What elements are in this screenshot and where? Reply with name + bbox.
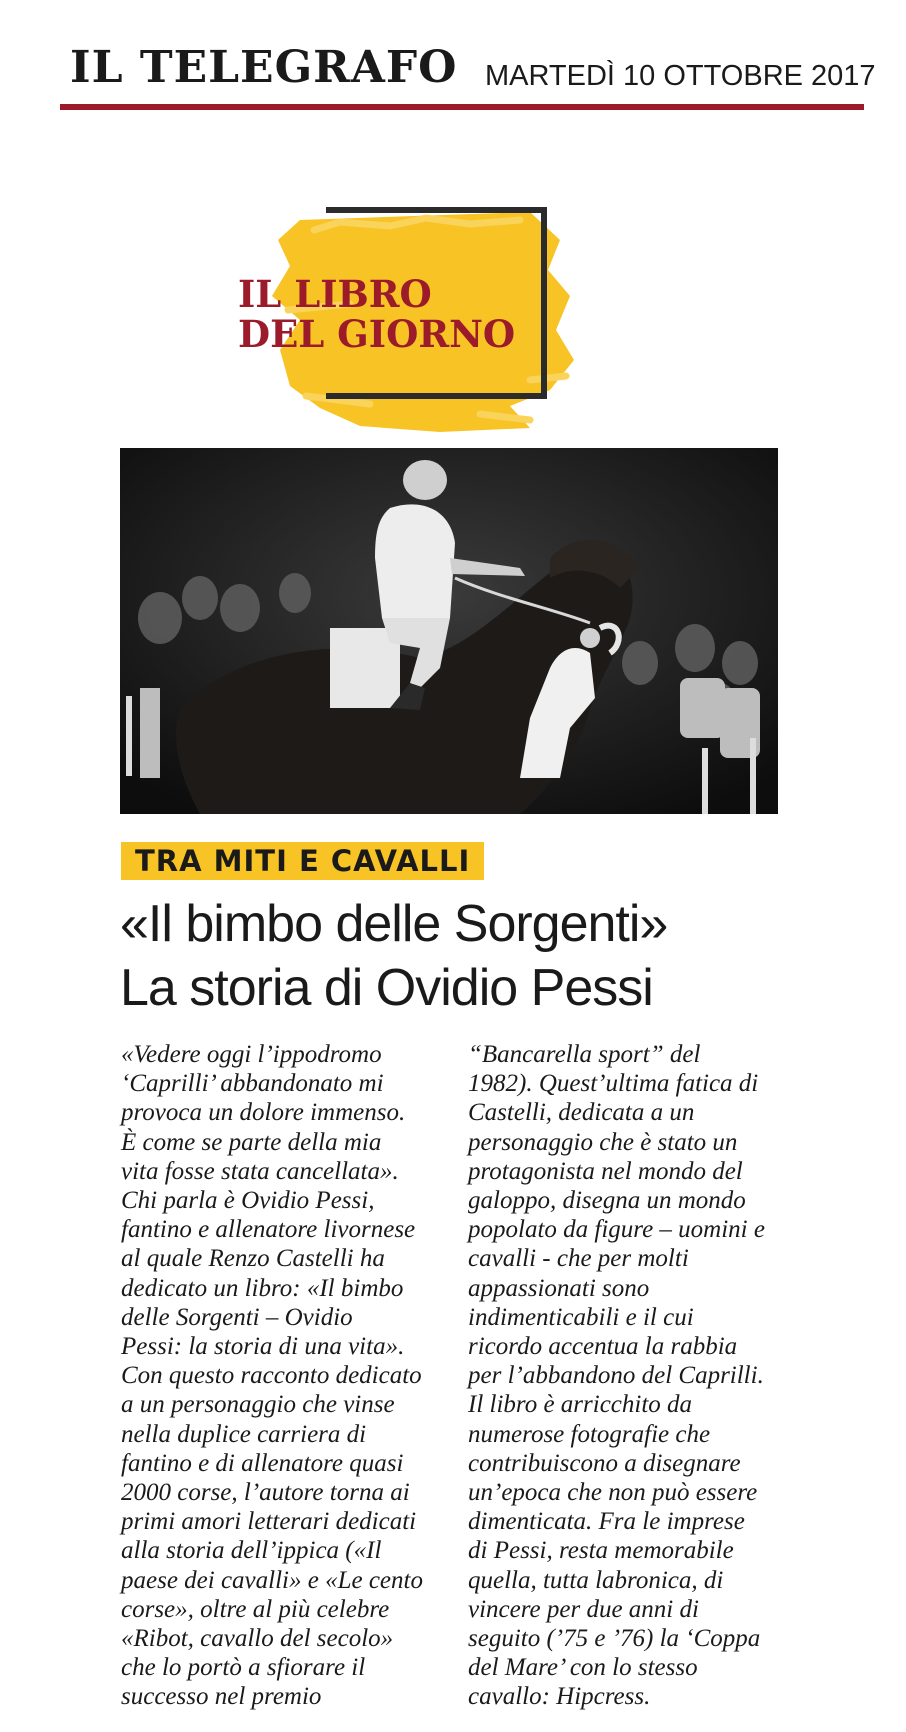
- body-text-line: Pessi: la storia di una vita».: [121, 1333, 405, 1361]
- badge-line-1: IL LIBRO: [238, 272, 432, 316]
- jockey-horse-photo: [120, 448, 778, 814]
- body-text-line: di Pessi, resta memorabile: [468, 1537, 734, 1565]
- body-text-line: per l’abbandono del Caprilli.: [468, 1362, 764, 1390]
- body-text-line: successo nel premio: [121, 1683, 322, 1711]
- body-text-line: numerose fotografie che: [468, 1420, 711, 1448]
- body-text-line: Chi parla è Ovidio Pessi,: [121, 1187, 375, 1215]
- body-text-line: “Bancarella sport” del: [468, 1041, 701, 1068]
- badge-line-2: DEL GIORNO: [238, 312, 516, 356]
- body-text-line: protagonista nel mondo del: [468, 1157, 743, 1185]
- body-text-line: popolato da figure – uomini e: [468, 1216, 765, 1244]
- body-text-line: al quale Renzo Castelli ha: [121, 1245, 385, 1273]
- body-text-line: quella, tutta labronica, di: [468, 1566, 724, 1594]
- body-text-line: galoppo, disegna un mondo: [468, 1187, 746, 1215]
- body-text-line: alla storia dell’ippica («Il: [121, 1537, 382, 1565]
- body-text-line: 1982). Quest’ultima fatica di: [468, 1070, 759, 1098]
- headline-line-1: «Il bimbo delle Sorgenti»: [120, 895, 668, 953]
- body-text-line: provoca un dolore immenso.: [121, 1099, 406, 1127]
- photo-illustration: [120, 448, 778, 814]
- body-text-line: seguito (’75 e ’76) la ‘Coppa: [468, 1625, 761, 1653]
- body-text-line: «Ribot, cavallo del secolo»: [121, 1625, 394, 1653]
- book-of-the-day-badge: [230, 200, 590, 440]
- article-headline: [120, 892, 800, 1020]
- body-text-line: a un personaggio che vinse: [121, 1391, 395, 1419]
- body-text-line: appassionati sono: [468, 1274, 650, 1302]
- body-text-line: Castelli, dedicata a un: [468, 1099, 695, 1127]
- masthead-rule: [60, 104, 864, 110]
- body-text-line: personaggio che è stato un: [468, 1128, 738, 1156]
- body-text-line: primi amori letterari dedicati: [121, 1508, 417, 1536]
- body-text-line: vita fosse stata cancellata».: [121, 1157, 399, 1185]
- body-text-line: ricordo accentua la rabbia: [468, 1333, 738, 1361]
- body-text-line: cavalli - che per molti: [468, 1245, 689, 1273]
- body-text-line: indimenticabili e il cui: [468, 1303, 694, 1331]
- body-column-right: [468, 1040, 798, 1712]
- masthead: [60, 40, 876, 108]
- body-column-left: [121, 1040, 441, 1712]
- body-text-line: dimenticata. Fra le imprese: [468, 1508, 745, 1536]
- headline-line-2: La storia di Ovidio Pessi: [120, 959, 653, 1017]
- body-text-line: 2000 corse, l’autore torna ai: [121, 1479, 410, 1507]
- body-text-line: vincere per due anni di: [468, 1595, 699, 1623]
- body-text-line: fantino e allenatore livornese: [121, 1216, 416, 1244]
- body-text-line: contribuiscono a disegnare: [468, 1449, 741, 1477]
- body-text-line: delle Sorgenti – Ovidio: [121, 1303, 353, 1331]
- body-text-line: Con questo racconto dedicato: [121, 1362, 422, 1390]
- body-text-line: che lo portò a sfiorare il: [121, 1654, 366, 1682]
- body-text-line: dedicato un libro: «Il bimbo: [121, 1274, 404, 1302]
- body-text-line: cavallo: Hipcress.: [468, 1683, 651, 1711]
- body-text-line: Il libro è arricchito da: [468, 1391, 693, 1419]
- body-text-line: fantino e di allenatore quasi: [121, 1449, 404, 1477]
- body-text-line: «Vedere oggi l’ippodromo: [121, 1041, 382, 1068]
- issue-date: MARTEDÌ 10 OTTOBRE 2017: [485, 60, 876, 92]
- body-text-line: ‘Caprilli’ abbandonato mi: [121, 1070, 384, 1098]
- newspaper-logo: IL TELEGRAFO: [70, 42, 458, 93]
- body-text-line: del Mare’ con lo stesso: [468, 1654, 698, 1682]
- body-text-line: nella duplice carriera di: [121, 1420, 367, 1448]
- body-text-line: È come se parte della mia: [121, 1128, 382, 1156]
- section-kicker: TRA MITI E CAVALLI: [121, 842, 484, 880]
- body-text-line: un’epoca che non può essere: [468, 1479, 758, 1507]
- body-text-line: paese dei cavalli» e «Le cento: [121, 1566, 423, 1594]
- body-text-line: corse», oltre al più celebre: [121, 1595, 390, 1623]
